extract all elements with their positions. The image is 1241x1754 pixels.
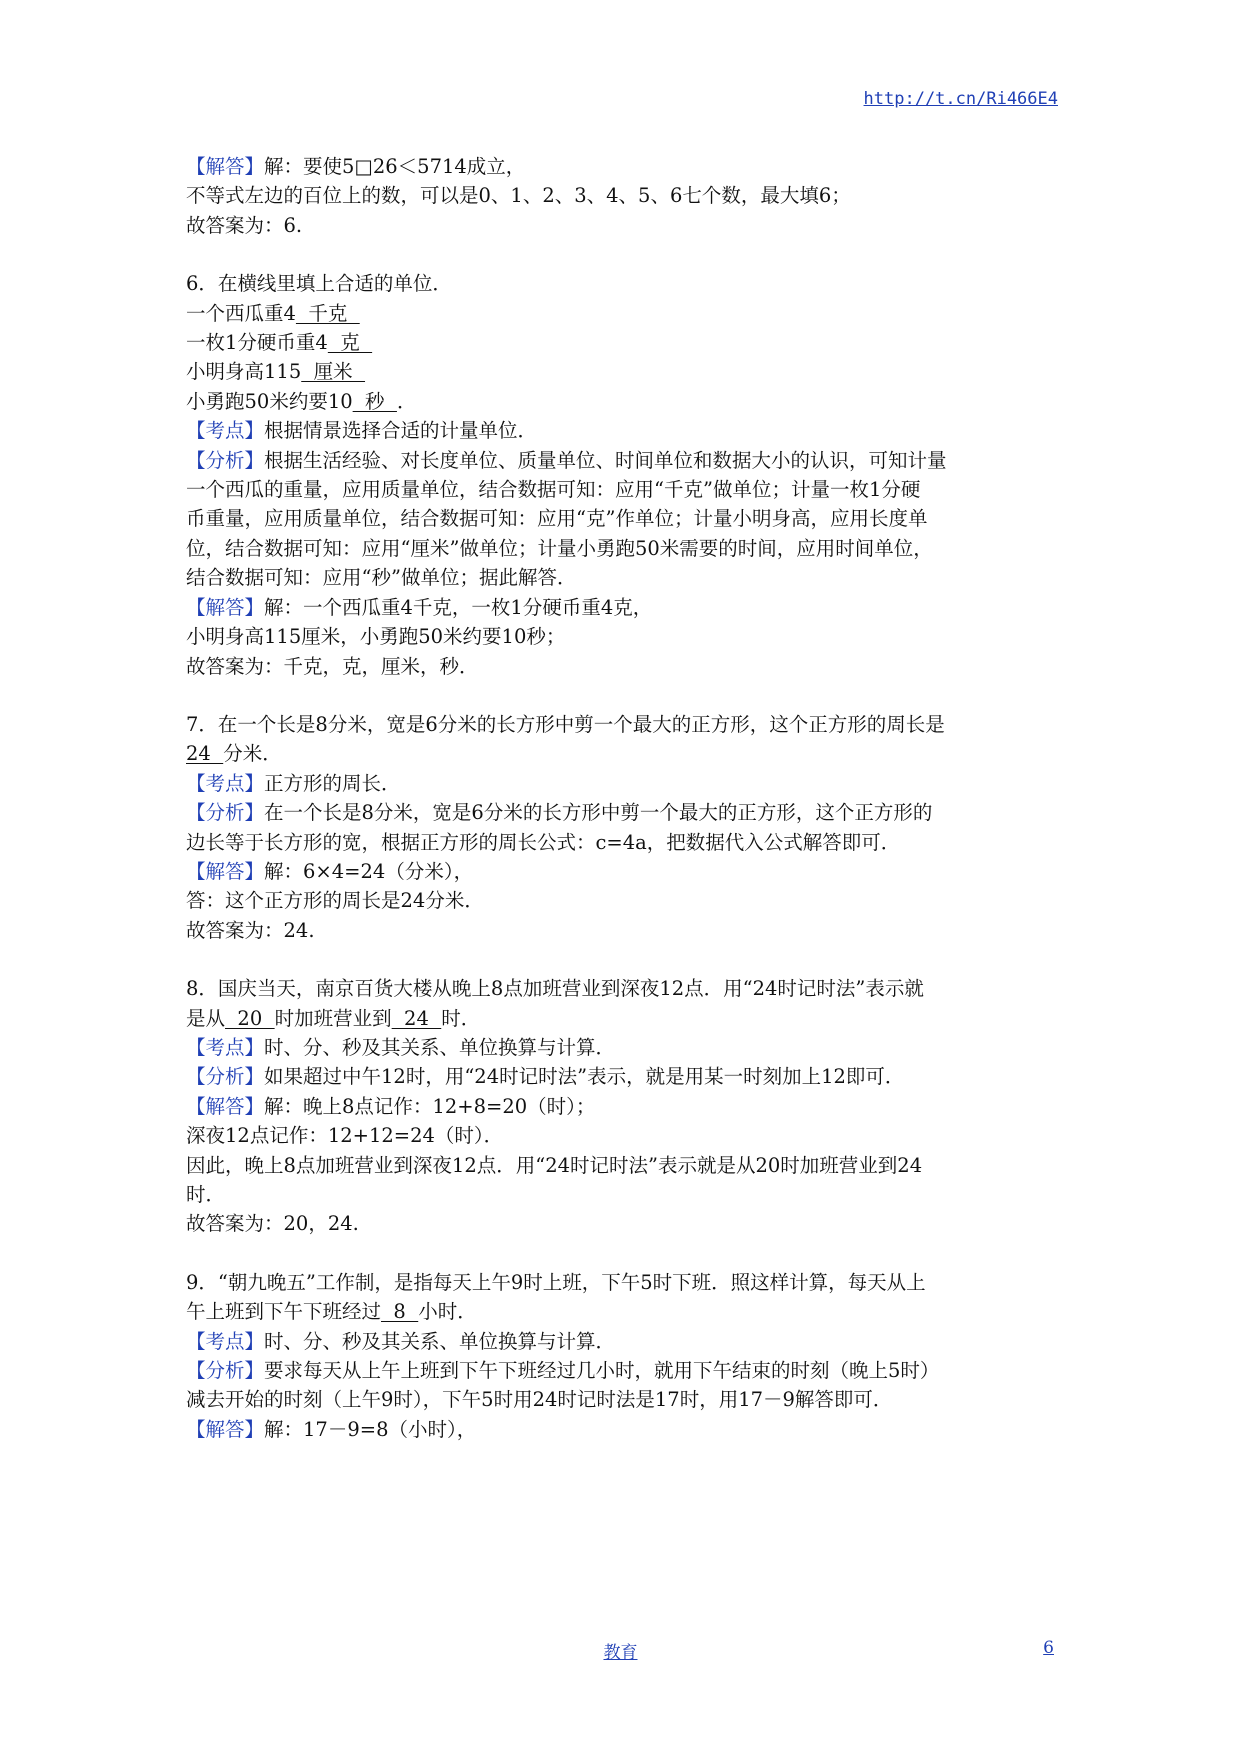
q8-jieda-4: 时． xyxy=(186,1183,226,1206)
q6-kaodian xyxy=(186,416,1056,445)
q9-title: 9．“朝九晚五”工作制，是指每天上午9时上班，下午5时下班．照这样计算，每天从上 xyxy=(186,1270,926,1294)
q6-fenxi-1 xyxy=(186,446,1056,475)
q7-title: 7．在一个长是8分米，宽是6分米的长方形中剪一个最大的正方形，这个正方形的周长是 xyxy=(186,712,945,736)
q7-answer-line xyxy=(186,739,1056,768)
q9-answer: 8 xyxy=(381,1300,419,1324)
header-link[interactable]: http://t.cn/Ri466E4 xyxy=(863,89,1058,109)
q8-jieda-2: 深夜12点记作：12+12=24（时）． xyxy=(186,1124,504,1148)
q6-jieda-text-1: 解：一个西瓜重4千克，一枚1分硬币重4克， xyxy=(264,595,653,619)
q6-fenxi-text-1: 根据生活经验、对长度单位、质量单位、时间单位和数据大小的认识，可知计量 xyxy=(264,448,947,472)
q7-answer-unit: 分米． xyxy=(223,742,282,766)
q7-jieda-text-1: 解：6×4=24（分米）， xyxy=(264,859,474,883)
q8-answer-1: 20 xyxy=(225,1006,275,1030)
q9-answer-line xyxy=(186,1297,1056,1326)
q8-jieda-5: 故答案为：20，24. xyxy=(186,1212,359,1236)
q7-answer: 24 xyxy=(186,742,224,766)
q6-fenxi-5: 结合数据可知：应用“秒”做单位；据此解答． xyxy=(186,566,577,590)
q6-item-2-answer: 克 xyxy=(327,331,373,355)
q6-item-3 xyxy=(186,357,1056,386)
q5-jieda-text-1: 解：要使5□26＜5714成立， xyxy=(264,155,526,178)
q8-jieda-3: 因此，晚上8点加班营业到深夜12点．用“24时记时法”表示就是从20时加班营业到24 xyxy=(186,1153,923,1177)
q6-item-1 xyxy=(186,299,1056,328)
q7-fenxi-text-1: 在一个长是8分米，宽是6分米的长方形中剪一个最大的正方形，这个正方形的 xyxy=(264,801,933,825)
q8-answer-mid: 时加班营业到 xyxy=(274,1006,392,1030)
q9-fenxi-text-1: 要求每天从上午上班到下午下班经过几小时，就用下午结束的时刻（晚上5时） xyxy=(264,1359,940,1383)
q7-jieda-1 xyxy=(186,857,1056,886)
content xyxy=(186,152,1056,1444)
q6-item-2 xyxy=(186,328,1056,357)
q6-fenxi-4: 位，结合数据可知：应用“厘米”做单位；计量小勇跑50米需要的时间，应用时间单位， xyxy=(186,536,933,560)
q6-fenxi-3: 币重量，应用质量单位，结合数据可知：应用“克”作单位；计量小明身高，应用长度单 xyxy=(186,507,928,531)
q6-jieda-1 xyxy=(186,593,1056,622)
jieda-tag: 【解答】 xyxy=(186,1094,265,1118)
q7-kaodian xyxy=(186,769,1056,798)
fenxi-tag: 【分析】 xyxy=(186,1359,265,1383)
fenxi-tag: 【分析】 xyxy=(186,1065,265,1089)
q9-answer-post: 小时． xyxy=(418,1300,477,1324)
page-number[interactable]: 6 xyxy=(1043,1638,1054,1658)
q8-answer-pre: 是从 xyxy=(186,1006,226,1030)
q9-fenxi-2: 减去开始的时刻（上午9时），下午5时用24时记时法是17时，用17－9解答即可． xyxy=(186,1388,893,1412)
q7-jieda-2: 答：这个正方形的周长是24分米． xyxy=(186,889,484,913)
q9-jieda-text-1: 解：17－9=8（小时）， xyxy=(264,1417,477,1441)
q6-title: 6．在横线里填上合适的单位． xyxy=(186,272,452,296)
jieda-tag: 【解答】 xyxy=(186,859,265,883)
q6-jieda-2: 小明身高115厘米，小勇跑50米约要10秒； xyxy=(186,625,566,649)
jieda-tag: 【解答】 xyxy=(186,1417,265,1441)
q9-jieda-1 xyxy=(186,1415,1056,1444)
q6-item-4-text: 小勇跑50米约要10 xyxy=(186,389,353,413)
q6-kaodian-text: 根据情景选择合适的计量单位． xyxy=(264,419,538,443)
q8-fenxi xyxy=(186,1062,1056,1091)
q9-fenxi-1 xyxy=(186,1356,1056,1385)
q6-item-4-end: ． xyxy=(396,389,417,413)
fenxi-tag: 【分析】 xyxy=(186,801,265,825)
q6-item-1-answer: 千克 xyxy=(295,301,360,325)
q8-answer-post: 时． xyxy=(441,1006,481,1030)
q8-jieda-1 xyxy=(186,1092,1056,1121)
jieda-tag: 【解答】 xyxy=(186,155,265,178)
kaodian-tag: 【考点】 xyxy=(186,771,265,795)
jieda-tag: 【解答】 xyxy=(186,595,265,619)
kaodian-tag: 【考点】 xyxy=(186,419,265,443)
kaodian-tag: 【考点】 xyxy=(186,1035,265,1059)
q9-answer-pre: 午上班到下午下班经过 xyxy=(186,1300,382,1324)
q7-fenxi-2: 边长等于长方形的宽，根据正方形的周长公式：c=4a，把数据代入公式解答即可． xyxy=(186,830,901,854)
q7-fenxi-1 xyxy=(186,798,1056,827)
q8-fenxi-text: 如果超过中午12时，用“24时记时法”表示，就是用某一时刻加上12即可． xyxy=(264,1065,905,1089)
q8-title: 8．国庆当天，南京百货大楼从晚上8点加班营业到深夜12点．用“24时记时法”表示就 xyxy=(186,977,924,1001)
q6-item-4-answer: 秒 xyxy=(352,389,397,413)
q6-fenxi-2: 一个西瓜的重量，应用质量单位，结合数据可知：应用“千克”做单位；计量一枚1分硬 xyxy=(186,478,921,502)
q6-item-4 xyxy=(186,387,1056,416)
q6-item-3-text: 小明身高115 xyxy=(186,360,302,384)
q5-jieda-line-3: 故答案为：6. xyxy=(186,213,303,237)
q9-kaodian xyxy=(186,1327,1056,1356)
q5-jieda-line-1 xyxy=(186,152,1056,181)
q5-jieda-line-2: 不等式左边的百位上的数，可以是0、1、2、3、4、5、6七个数，最大填6； xyxy=(186,184,851,208)
q8-answer-2: 24 xyxy=(391,1006,442,1030)
q8-kaodian-text: 时、分、秒及其关系、单位换算与计算． xyxy=(264,1035,616,1059)
footer-link[interactable]: 教育 xyxy=(603,1643,638,1663)
q6-item-1-text: 一个西瓜重4 xyxy=(186,301,296,325)
q7-kaodian-text: 正方形的周长． xyxy=(264,771,401,795)
q8-jieda-text-1: 解：晚上8点记作：12+8=20（时）； xyxy=(264,1094,596,1118)
q6-jieda-3: 故答案为：千克，克，厘米，秒． xyxy=(186,654,479,678)
q9-kaodian-text: 时、分、秒及其关系、单位换算与计算． xyxy=(264,1329,616,1353)
kaodian-tag: 【考点】 xyxy=(186,1329,265,1353)
q6-item-3-answer: 厘米 xyxy=(301,360,366,384)
q7-jieda-3: 故答案为：24. xyxy=(186,918,315,942)
q6-item-2-text: 一枚1分硬币重4 xyxy=(186,331,328,355)
fenxi-tag: 【分析】 xyxy=(186,448,265,472)
q8-kaodian xyxy=(186,1033,1056,1062)
q8-answer-line xyxy=(186,1004,1056,1033)
